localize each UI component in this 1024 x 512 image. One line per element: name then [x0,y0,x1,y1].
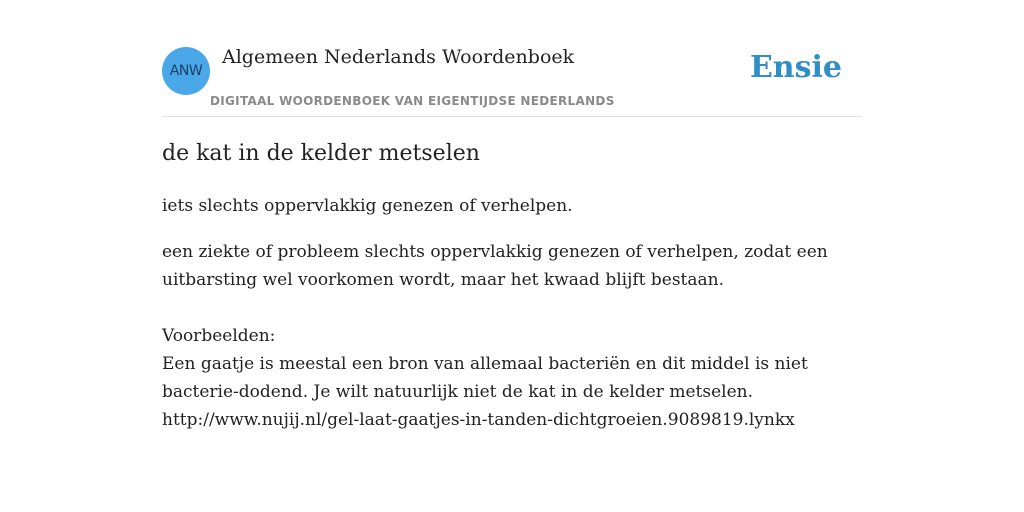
anw-logo[interactable] [162,47,210,95]
site-subtitle: DIGITAAL WOORDENBOEK VAN EIGENTIJDSE NEDERLANDS [210,94,615,108]
examples-label: Voorbeelden: [162,326,276,346]
example-source: http://www.nujij.nl/gel-laat-gaatjes-in-tanden-dichtgroeien.9089819.lynkx [162,410,795,430]
site-title: Algemeen Nederlands Woordenboek [222,46,575,68]
examples-block [162,322,862,434]
short-definition: iets slechts oppervlakkig genezen of verhelpen. [162,196,573,216]
ensie-brand-link[interactable]: Ensie [749,50,842,85]
entry-term: de kat in de kelder metselen [162,141,480,166]
logo-text: ANW [169,63,203,79]
example-text: Een gaatje is meestal een bron van allemaal bacteriën en dit middel is niet bacterie-dodend. Je wilt natuurlijk niet de kat in de kelder metselen. [162,354,808,402]
site-header [162,44,862,117]
long-definition: een ziekte of probleem slechts oppervlakkig genezen of verhelpen, zodat een uitbarsting wel voorkomen wordt, maar het kwaad blijft bestaan. [162,242,828,290]
entry-content [162,138,862,434]
